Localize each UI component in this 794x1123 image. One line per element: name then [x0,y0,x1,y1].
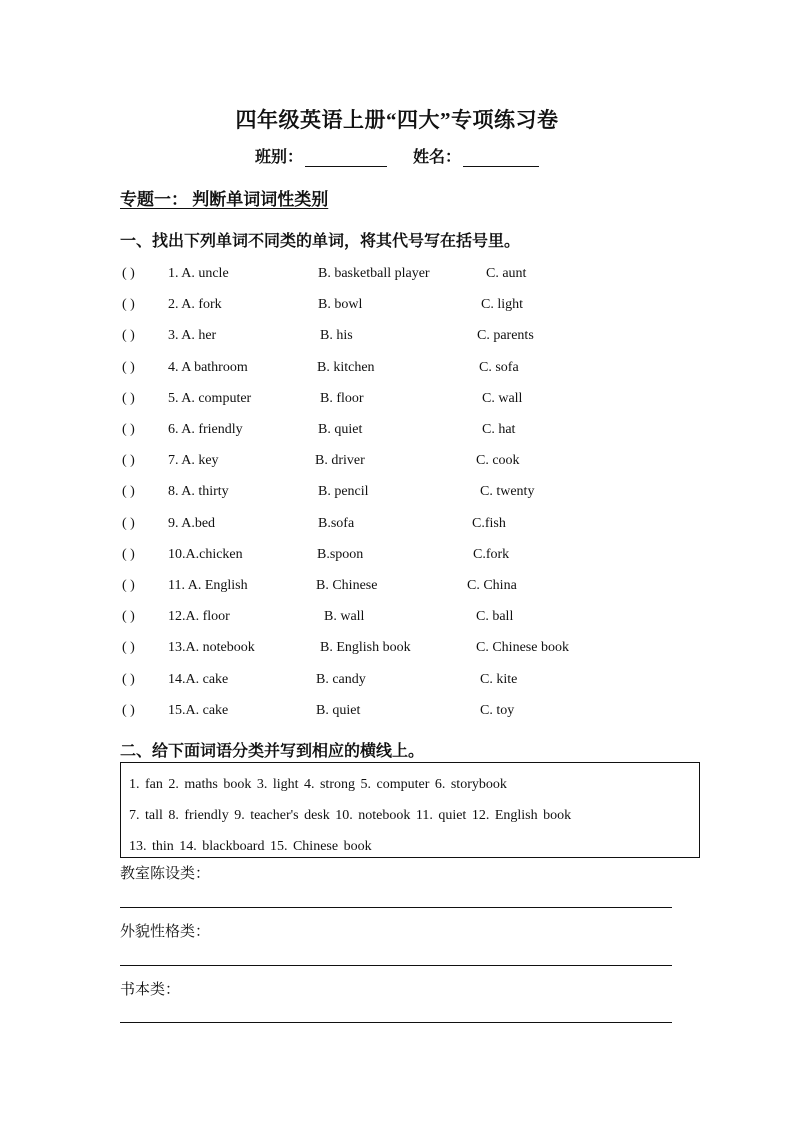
answer-bracket[interactable]: ( ) [122,328,135,344]
option-b: B.spoon [317,546,364,562]
category-classroom-label: 教室陈设类： [120,866,211,882]
class-label: 班别： [254,149,303,166]
option-b: B. quiet [316,702,361,718]
section2-heading: 二、给下面词语分类并写到相应的横线上。 [120,743,425,760]
option-c: C. wall [482,390,523,406]
answer-bracket[interactable]: ( ) [122,546,135,562]
option-c: C. China [467,578,517,593]
option-b: B.sofa [318,515,355,531]
option-b: B. driver [315,453,365,469]
option-a: 15.A. cake [168,702,229,718]
category-classroom-answer-line[interactable] [120,907,672,908]
option-a: 12.A. floor [168,609,230,625]
answer-bracket[interactable]: ( ) [122,640,135,656]
answer-bracket[interactable]: ( ) [122,297,135,313]
option-b: B. basketball player [318,266,430,281]
option-b: B. pencil [318,484,369,500]
answer-bracket[interactable]: ( ) [122,453,135,469]
answer-bracket[interactable]: ( ) [122,266,135,281]
category-appearance-answer-line[interactable] [120,965,672,966]
option-b: B. Chinese [316,578,378,593]
option-a: 3. A. her [168,328,217,344]
option-c: C. light [481,297,524,313]
option-c: C. ball [476,609,514,625]
option-b: B. his [320,328,353,344]
option-b: B. wall [324,609,365,625]
option-c: C. twenty [480,484,535,500]
category-books-answer-line[interactable] [120,1022,672,1023]
category-books-label: 书本类： [120,982,181,998]
option-a: 14.A. cake [168,671,229,687]
class-blank[interactable] [305,152,387,167]
answer-bracket[interactable]: ( ) [122,359,135,375]
word-bank-line: 7. tall 8. friendly 9. teacher's desk 10. notebook 11. quiet 12. English book [129,808,572,823]
section1-heading: 一、找出下列单词不同类的单词，将其代号写在括号里。 [120,233,521,250]
option-a: 2. A. fork [168,297,222,313]
option-c: C. parents [477,328,534,344]
student-info-line [0,144,794,167]
option-b: B. English book [320,640,411,656]
name-label: 姓名： [413,149,462,166]
category-appearance-label: 外貌性格类： [120,924,211,940]
option-c: C. Chinese book [476,640,569,656]
word-bank-box [120,762,700,858]
option-c: C. cook [476,453,520,469]
answer-bracket[interactable]: ( ) [122,484,135,500]
option-a: 10.A.chicken [168,546,243,562]
option-c: C. hat [482,422,516,437]
option-a: 1. A. uncle [168,266,229,281]
option-b: B. kitchen [317,359,375,375]
option-c: C. toy [480,702,515,718]
answer-bracket[interactable]: ( ) [122,702,135,718]
option-c: C.fish [472,515,506,531]
option-a: 13.A. notebook [168,640,255,656]
name-blank[interactable] [463,152,539,167]
answer-bracket[interactable]: ( ) [122,671,135,687]
option-c: C.fork [473,546,510,562]
answer-bracket[interactable]: ( ) [122,390,135,406]
option-a: 7. A. key [168,453,219,469]
option-a: 11. A. English [168,578,248,593]
word-bank-line: 13. thin 14. blackboard 15. Chinese book [129,839,372,854]
option-a: 9. A.bed [168,515,216,531]
option-a: 4. A bathroom [168,359,248,375]
option-b: B. quiet [318,422,363,437]
word-bank-line: 1. fan 2. maths book 3. light 4. strong 5. computer 6. storybook [129,777,507,792]
answer-bracket[interactable]: ( ) [122,422,135,437]
option-a: 5. A. computer [168,390,252,406]
page-title: 四年级英语上册“四大”专项练习卷 [235,108,559,132]
topic-title: 专题一： 判断单词词性类别 [120,190,329,209]
option-b: B. floor [320,390,364,406]
option-c: C. aunt [486,266,527,281]
answer-bracket[interactable]: ( ) [122,578,135,593]
option-c: C. kite [480,671,518,687]
option-c: C. sofa [479,359,519,375]
option-a: 8. A. thirty [168,484,229,500]
option-b: B. candy [316,671,366,687]
answer-bracket[interactable]: ( ) [122,609,135,625]
option-a: 6. A. friendly [168,422,243,437]
option-b: B. bowl [318,297,363,313]
answer-bracket[interactable]: ( ) [122,515,135,531]
